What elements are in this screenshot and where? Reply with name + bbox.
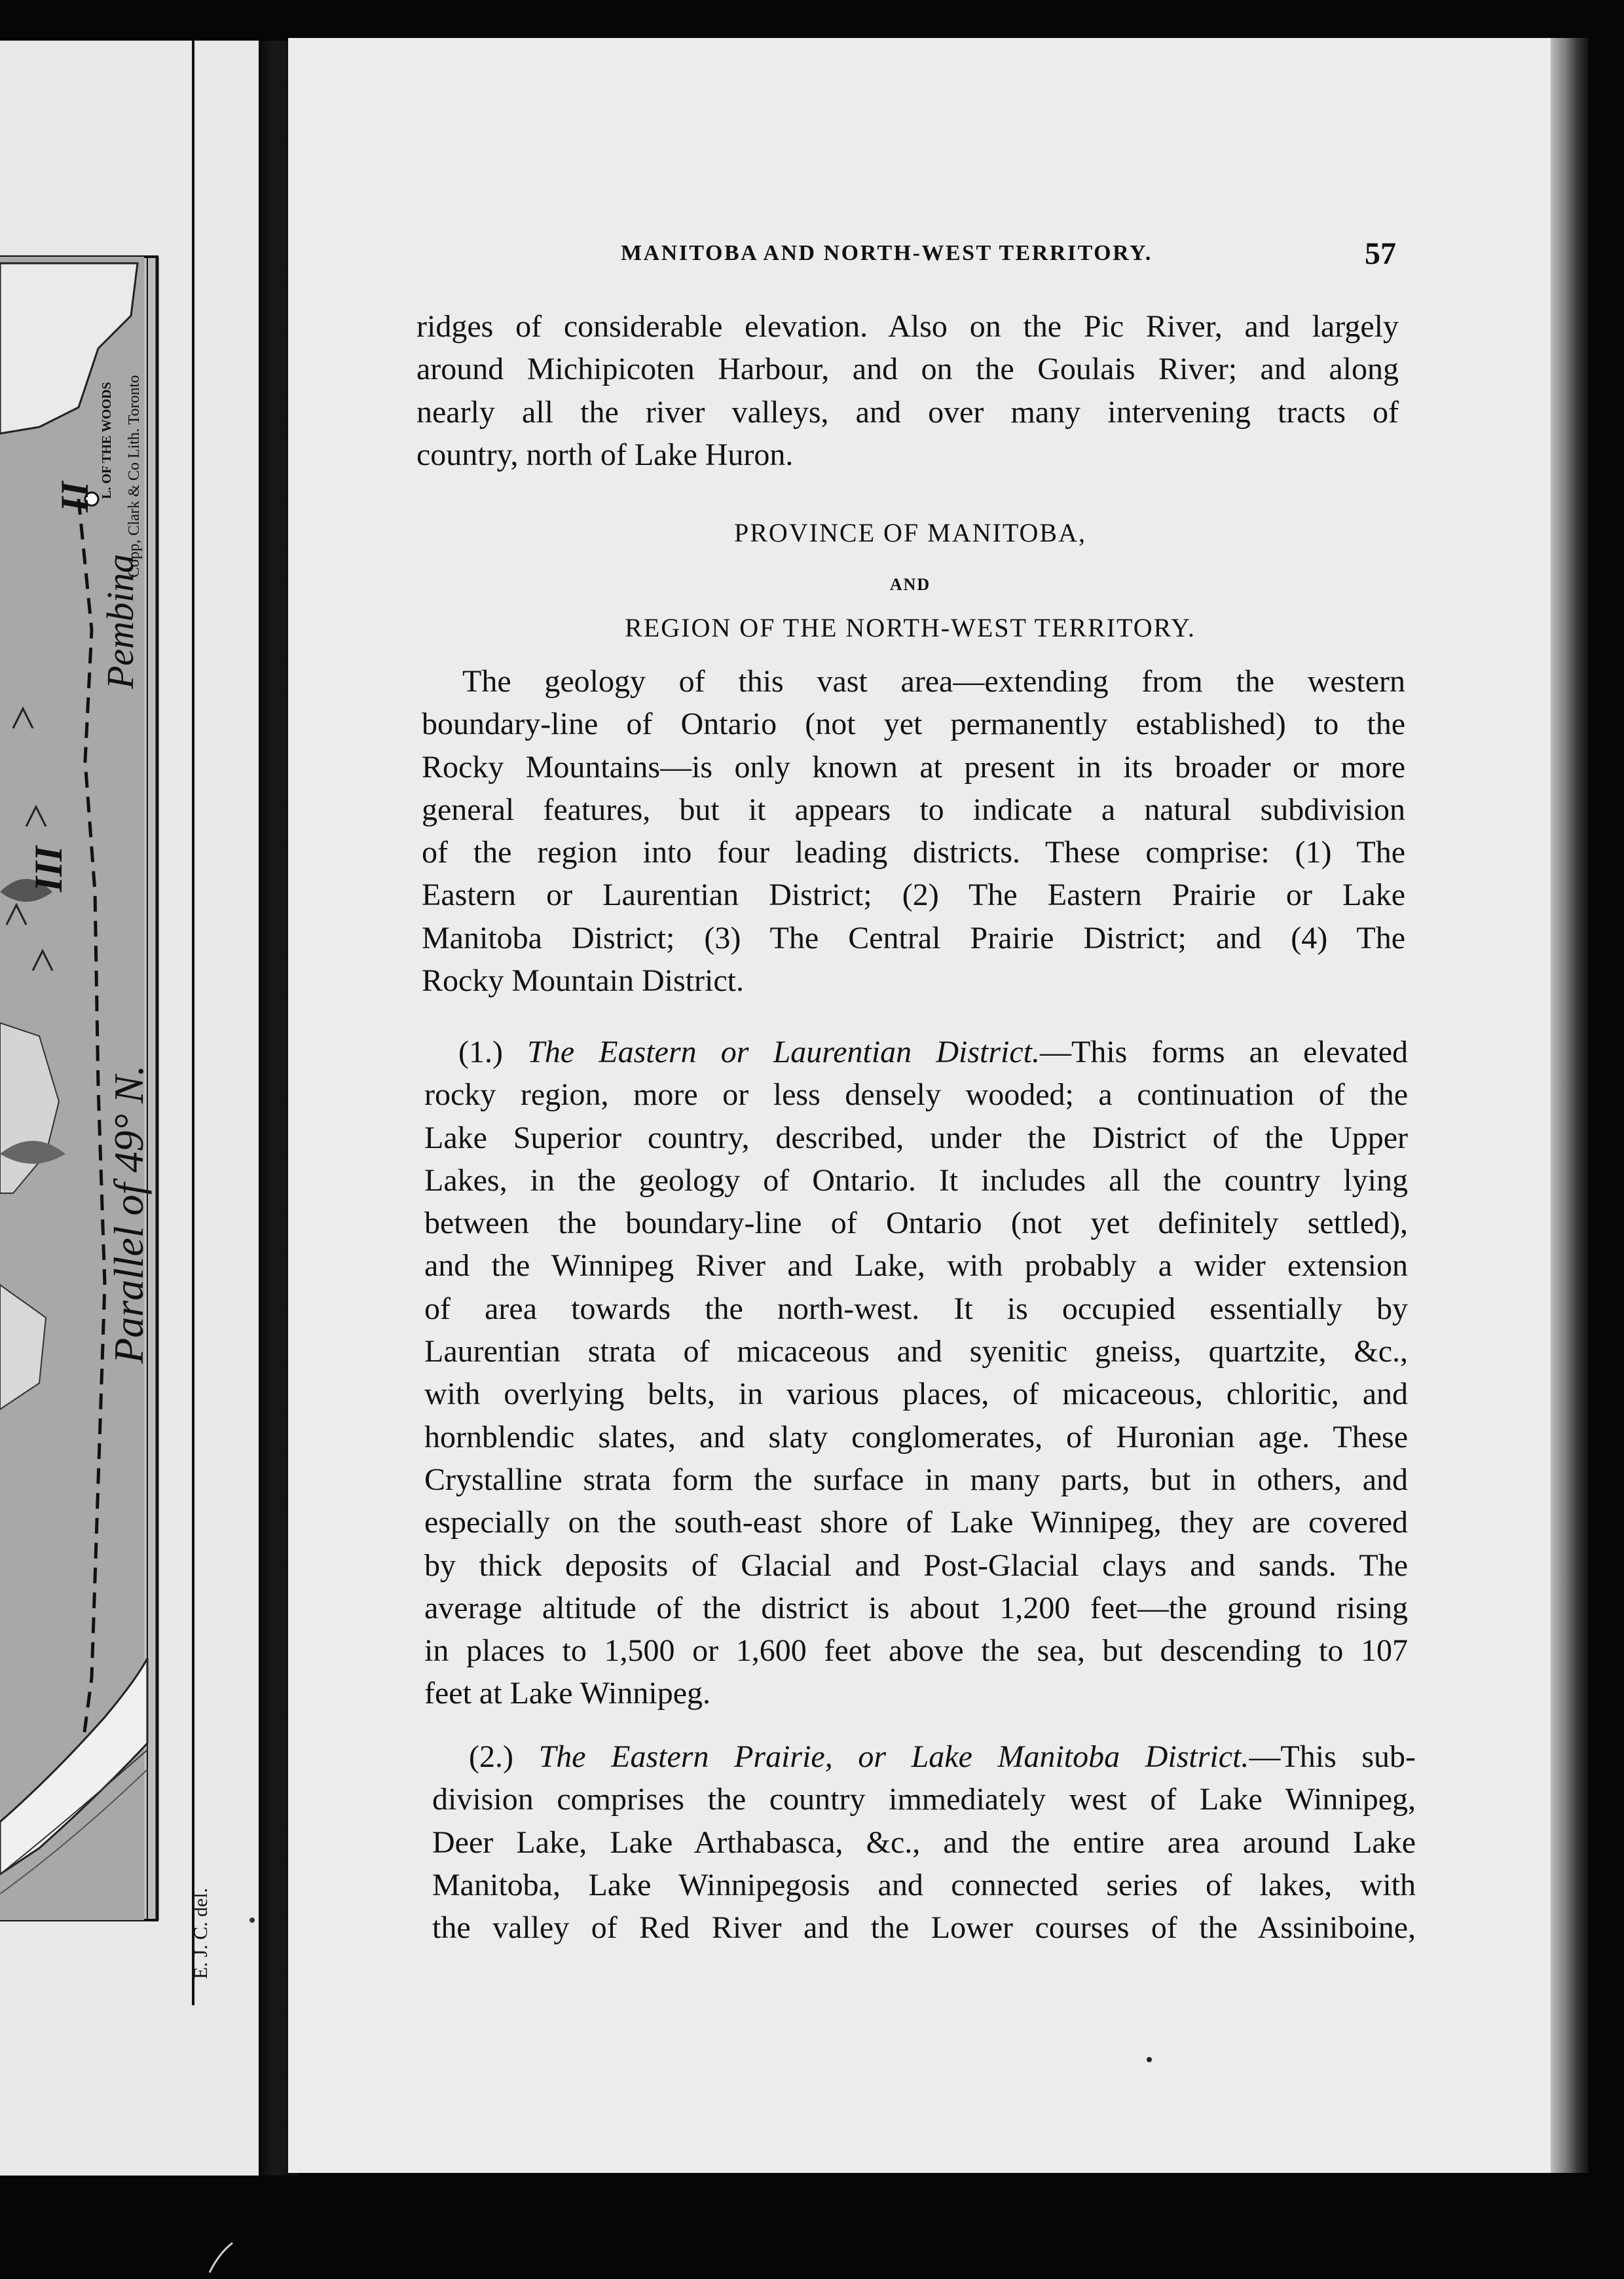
text-line: especially on the south-east shore of Lake Winnipeg, they are covered <box>424 1505 1408 1540</box>
map-woods-label: L. OF THE WOODS <box>100 382 114 499</box>
map-drafter-credit: E. J. C. del. <box>190 1887 212 1979</box>
text-line: Deer Lake, Lake Arthabasca, &c., and the entire area around Lake <box>432 1825 1416 1860</box>
text-line: average altitude of the district is about 1,200 feet—the ground rising <box>424 1590 1408 1625</box>
text-line: Eastern or Laurentian District; (2) The Eastern Prairie or Lake <box>422 878 1405 913</box>
text-line: country, north of Lake Huron. <box>416 437 794 472</box>
intro-paragraph <box>416 305 1399 476</box>
map-plate <box>0 41 278 2176</box>
text-line: between the boundary-line of Ontario (not yet definitely settled), <box>424 1206 1408 1241</box>
section-title-and: AND <box>889 575 931 594</box>
text-line: with overlying belts, in various places, of micaceous, chloritic, and <box>424 1377 1408 1412</box>
text-line: nearly all the river valleys, and over many intervening tracts of <box>416 394 1399 430</box>
text-line: by thick deposits of Glacial and Post-Glacial clays and sands. The <box>424 1547 1408 1583</box>
district-1-number: (1.) <box>458 1035 503 1069</box>
text-line: Laurentian strata of micaceous and syenitic gneiss, quartzite, &c., <box>424 1334 1408 1369</box>
text-line: of the region into four leading districts. These comprise: (1) The <box>422 835 1405 870</box>
text-line: Manitoba District; (3) The Central Prairie District; and (4) The <box>422 920 1405 955</box>
district-1-lead: —This forms an elevated <box>1040 1035 1409 1069</box>
overview-paragraph <box>422 660 1405 1002</box>
text-line: in places to 1,500 or 1,600 feet above the sea, but descending to 107 <box>424 1633 1408 1669</box>
district-2-paragraph <box>432 1735 1416 1949</box>
page-number: 57 <box>1365 236 1396 271</box>
page-speck <box>1146 2056 1153 2063</box>
running-head: MANITOBA AND NORTH-WEST TERRITORY. <box>621 241 1153 265</box>
text-line: around Michipicoten Harbour, and on the Goulais River; and along <box>416 352 1399 387</box>
district-2-title: The Eastern Prairie, or Lake Manitoba District. <box>538 1739 1249 1774</box>
map-roman-ii: II <box>53 481 96 512</box>
text-line: ridges of considerable elevation. Also on the Pic River, and largely <box>416 309 1399 344</box>
text-line: general features, but it appears to indicate a natural subdivision <box>422 792 1405 827</box>
district-2-lead: —This sub- <box>1249 1739 1416 1774</box>
text-line: hornblendic slates, and slaty conglomerates, of Huronian age. These <box>424 1419 1408 1454</box>
text-line: division comprises the country immediately west of Lake Winnipeg, <box>432 1782 1416 1817</box>
map-place-label: Pembina <box>99 553 141 689</box>
scan-scratch-mark <box>196 2240 236 2279</box>
text-line: the valley of Red River and the Lower courses of the Assiniboine, <box>432 1910 1416 1946</box>
map-parallel-label: Parallel of 49° N. <box>105 1065 152 1363</box>
text-line: The geology of this vast area—extending from the western <box>462 664 1405 699</box>
page-edge-shadow <box>1551 38 1589 2173</box>
text-line: Lakes, in the geology of Ontario. It includes all the country lying <box>424 1162 1408 1198</box>
text-line: Rocky Mountains—is only known at present in its broader or more <box>422 749 1405 785</box>
text-line: feet at Lake Winnipeg. <box>424 1676 710 1711</box>
section-title-line2: REGION OF THE NORTH-WEST TERRITORY. <box>625 613 1196 642</box>
text-line: Rocky Mountain District. <box>422 963 744 999</box>
section-title-line1: PROVINCE OF MANITOBA, <box>734 518 1086 547</box>
district-1-title: The Eastern or Laurentian District. <box>527 1035 1041 1069</box>
text-line: Crystalline strata form the surface in many parts, but in others, and <box>424 1462 1408 1497</box>
text-line: Lake Superior country, described, under the District of the Upper <box>424 1120 1408 1155</box>
text-line: of area towards the north-west. It is occupied essentially by <box>424 1291 1408 1326</box>
district-1-first-line <box>424 1031 1408 1073</box>
text-line: boundary-line of Ontario (not yet permanently established) to the <box>422 707 1405 742</box>
map-publisher-credit: Copp, Clark & Co Lith. Toronto <box>126 375 143 578</box>
text-line: rocky region, more or less densely wooded; a continuation of the <box>424 1077 1408 1113</box>
district-2-number: (2.) <box>469 1739 513 1774</box>
text-line: Manitoba, Lake Winnipegosis and connected series of lakes, with <box>432 1867 1416 1902</box>
map-roman-iii: III <box>27 845 70 892</box>
district-2-first-line <box>432 1735 1416 1778</box>
district-1-paragraph <box>424 1031 1408 1715</box>
text-line: and the Winnipeg River and Lake, with probably a wider extension <box>424 1248 1408 1284</box>
